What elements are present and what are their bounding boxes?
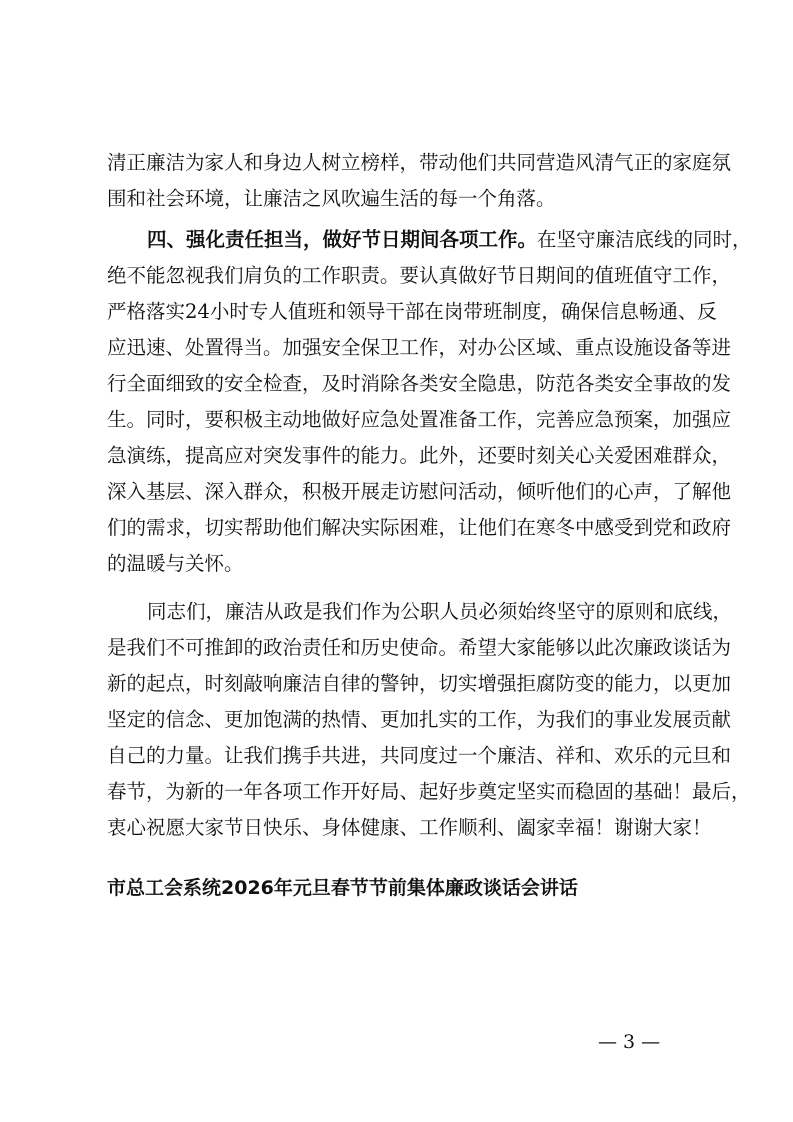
body-line: 自己的力量。让我们携手共进，共同度过一个廉洁、祥和、欢乐的元旦和 [107,744,732,767]
body-line: 围和社会环境，让廉洁之风吹遍生活的每一个角落。 [107,187,556,210]
body-line: 同志们，廉洁从政是我们作为公职人员必须始终坚守的原则和底线， [147,600,733,623]
page-number: — 3 — [598,1031,661,1053]
body-line: 严格落实24小时专人值班和领导干部在岗带班制度，确保信息畅通、反 [107,300,717,323]
body-line: 新的起点，时刻敲响廉洁自律的警钟，切实增强拒腐防变的能力，以更加 [107,672,732,695]
body-line: 坚定的信念、更加饱满的热情、更加扎实的工作，为我们的事业发展贡献 [107,708,732,731]
body-line: 应迅速、处置得当。加强安全保卫工作，对办公区域、重点设施设备等进 [107,336,732,359]
section-heading: 四、强化责任担当，做好节日期间各项工作。 [147,228,538,251]
body-line: 急演练，提高应对突发事件的能力。此外，还要时刻关心关爱困难群众， [107,444,732,467]
body-line: 春节，为新的一年各项工作开好局、起好步奠定坚实而稳固的基础！最后， [107,780,751,803]
body-line: 生。同时，要积极主动地做好应急处置准备工作，完善应急预案，加强应 [107,408,732,431]
body-line: 清正廉洁为家人和身边人树立榜样，带动他们共同营造风清气正的家庭氛 [107,151,732,174]
body-line: 衷心祝愿大家节日快乐、身体健康、工作顺利、阖家幸福！谢谢大家！ [107,816,712,839]
body-line: 绝不能忽视我们肩负的工作职责。要认真做好节日期间的值班值守工作， [107,264,732,287]
section-heading-line [147,228,752,252]
body-text: 在坚守廉洁底线的同时， [537,228,752,251]
document-title: 市总工会系统2026年元旦春节节前集体廉政谈话会讲话 [107,877,578,899]
body-line: 行全面细致的安全检查，及时消除各类安全隐患，防范各类安全事故的发 [107,372,732,395]
body-line: 是我们不可推卸的政治责任和历史使命。希望大家能够以此次廉政谈话为 [107,636,732,659]
body-line: 的温暖与关怀。 [107,552,244,575]
body-line: 深入基层、深入群众，积极开展走访慰问活动，倾听他们的心声，了解他 [107,480,732,503]
body-line: 们的需求，切实帮助他们解决实际困难，让他们在寒冬中感受到党和政府 [107,516,732,539]
